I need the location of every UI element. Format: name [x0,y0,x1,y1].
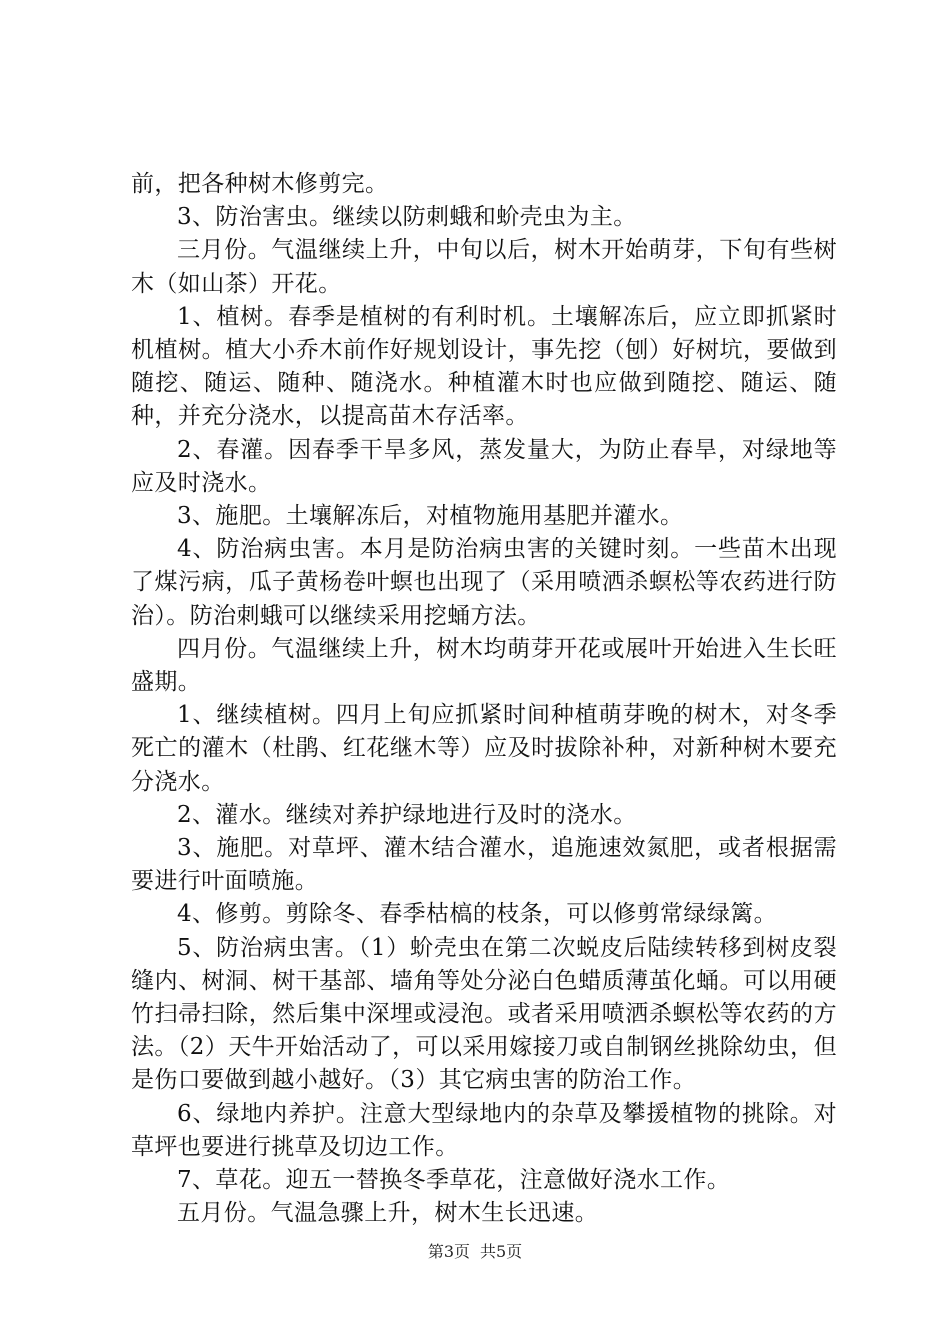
paragraph: 2、春灌。因春季干旱多风，蒸发量大，为防止春旱，对绿地等应及时浇水。 [131,436,837,496]
paragraph: 4、修剪。剪除冬、春季枯槁的枝条，可以修剪常绿绿篱。 [177,901,778,928]
paragraph: 4、防治病虫害。本月是防治病虫害的关键时刻。一些苗木出现了煤污病，瓜子黄杨卷叶螟也出现了（采用喷洒杀螟松等农药进行防治）。防治刺蛾可以继续采用挖蛹方法。 [131,536,837,629]
paragraph: 7、草花。迎五一替换冬季草花，注意做好浇水工作。 [177,1167,731,1194]
paragraph: 三月份。气温继续上升，中旬以后，树木开始萌芽，下旬有些树木（如山茶）开花。 [131,237,837,297]
paragraph: 前，把各种树木修剪完。 [131,171,389,197]
paragraph: 五月份。气温急骤上升，树木生长迅速。 [177,1200,599,1227]
paragraph: 2、灌水。继续对养护绿地进行及时的浇水。 [177,801,637,828]
paragraph: 3、施肥。土壤解冻后，对植物施用基肥并灌水。 [177,503,684,530]
page-number: 第3页 [427,1242,470,1261]
paragraph: 1、植树。春季是植树的有利时机。土壤解冻后，应立即抓紧时机植树。植大小乔木前作好规划设计，事先挖（刨）好树坑，要做到随挖、随运、随种、随浇水。种植灌木时也应做到随挖、随运、随种，并充分浇水，以提高苗木存活率。 [131,303,837,430]
page-total: 共5页 [480,1242,523,1261]
page-footer [0,1239,950,1262]
document-body [131,168,837,1231]
paragraph: 四月份。气温继续上升，树木均萌芽开花或展叶开始进入生长旺盛期。 [131,635,837,696]
paragraph: 1、继续植树。四月上旬应抓紧时间种植萌芽晚的树木，对冬季死亡的灌木（杜鹃、红花继木等）应及时拔除补种，对新种树木要充分浇水。 [131,702,837,795]
paragraph: 3、施肥。对草坪、灌木结合灌水，追施速效氮肥，或者根据需要进行叶面喷施。 [131,835,837,895]
paragraph: 6、绿地内养护。注意大型绿地内的杂草及攀援植物的挑除。对草坪也要进行挑草及切边工作。 [131,1100,837,1160]
paragraph: 3、防治害虫。继续以防刺蛾和蚧壳虫为主。 [177,204,637,231]
paragraph: 5、防治病虫害。（1）蚧壳虫在第二次蜕皮后陆续转移到树皮裂缝内、树洞、树干基部、墙角等处分泌白色蜡质薄茧化蛹。可以用硬竹扫帚扫除，然后集中深埋或浸泡。或者采用喷洒杀螟松等农药的方法。（2）天牛开始活动了，可以采用嫁接刀或自制钢丝挑除幼虫，但是伤口要做到越小越好。（3）其它病虫害的防治工作。 [131,934,837,1094]
